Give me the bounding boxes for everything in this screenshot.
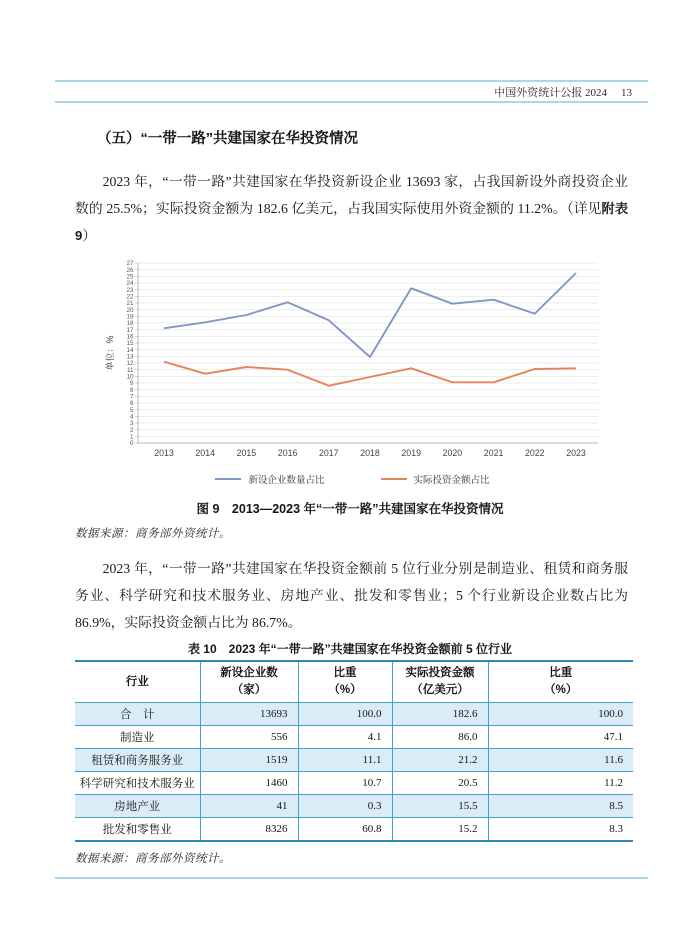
table-header-row <box>75 661 633 703</box>
y-tick-label: 16 <box>126 333 134 341</box>
x-tick-label: 2013 <box>154 448 174 458</box>
y-tick-label: 19 <box>126 313 134 321</box>
y-tick-label: 18 <box>126 320 134 328</box>
y-tick-label: 13 <box>126 353 134 361</box>
value-cell: 86.0 <box>392 726 488 749</box>
table-caption: 表 10 2023 年“一带一路”共建国家在华投资金额前 5 位行业 <box>187 642 513 656</box>
y-tick-label: 20 <box>126 306 134 314</box>
y-tick-label: 25 <box>126 273 134 281</box>
series-新设企业数量占比 <box>164 273 576 357</box>
y-tick-label: 23 <box>126 286 134 294</box>
x-tick-label: 2020 <box>442 448 463 458</box>
y-tick-label: 24 <box>126 280 134 288</box>
industry-table <box>75 660 633 842</box>
column-header: 新设企业数 （家） <box>200 661 298 703</box>
column-header: 实际投资金额 （亿美元） <box>392 661 488 703</box>
industry-cell: 制造业 <box>75 726 200 749</box>
y-tick-label: 21 <box>126 300 134 308</box>
series-实际投资金额占比 <box>164 362 576 386</box>
value-cell: 556 <box>200 726 298 749</box>
value-cell: 15.2 <box>392 818 488 842</box>
table-row <box>75 726 633 749</box>
figure-9-chart <box>104 259 601 486</box>
x-tick-label: 2019 <box>401 448 421 458</box>
y-tick-label: 5 <box>129 406 134 414</box>
y-tick-label: 8 <box>129 386 134 394</box>
industry-cell: 租赁和商务服务业 <box>75 749 200 772</box>
page-header <box>55 80 648 103</box>
legend-label: 实际投资金额占比 <box>413 475 490 486</box>
value-cell: 182.6 <box>392 703 488 726</box>
y-tick-label: 22 <box>126 293 134 301</box>
legend-item <box>381 472 490 486</box>
y-axis-title: 单位：% <box>105 335 115 371</box>
x-tick-label: 2015 <box>236 448 257 458</box>
x-tick-label: 2014 <box>195 448 215 458</box>
x-tick-label: 2022 <box>525 448 545 458</box>
industry-cell: 科学研究和技术服务业 <box>75 772 200 795</box>
y-tick-label: 7 <box>129 393 134 401</box>
value-cell: 4.1 <box>298 726 392 749</box>
y-tick-label: 11 <box>126 366 134 374</box>
y-tick-label: 6 <box>129 400 134 408</box>
x-tick-label: 2021 <box>483 448 504 458</box>
value-cell: 100.0 <box>298 703 392 726</box>
value-cell: 47.1 <box>488 726 633 749</box>
figure-caption: 图 9 2013—2023 年“一带一路”共建国家在华投资情况 <box>196 502 504 516</box>
value-cell: 21.2 <box>392 749 488 772</box>
value-cell: 41 <box>200 795 298 818</box>
y-tick-label: 27 <box>126 260 134 268</box>
x-tick-label: 2016 <box>277 448 298 458</box>
industry-cell: 批发和零售业 <box>102 824 172 836</box>
y-tick-label: 1 <box>129 433 134 441</box>
value-cell: 60.8 <box>298 818 392 842</box>
paragraph-1-close: ） <box>82 228 97 243</box>
table-row <box>75 772 633 795</box>
y-tick-label: 9 <box>129 380 134 388</box>
column-header: 比重 （%） <box>488 661 633 703</box>
line-chart-svg <box>104 259 601 461</box>
data-source-note-1: 数据来源：商务部外资统计。 <box>75 528 231 540</box>
section-title: （五）“一带一路”共建国家在华投资情况 <box>97 131 358 147</box>
data-source-note-2: 数据来源：商务部外资统计。 <box>75 853 231 865</box>
y-tick-label: 2 <box>129 426 134 434</box>
legend-item <box>215 472 324 486</box>
header-title: 中国外资统计公报 2024 <box>494 87 607 99</box>
y-tick-label: 3 <box>129 420 134 428</box>
legend-line-swatch <box>215 478 241 480</box>
value-cell: 20.5 <box>392 772 488 795</box>
y-tick-label: 4 <box>129 413 134 421</box>
y-tick-label: 14 <box>126 346 134 354</box>
table-row <box>75 703 633 726</box>
y-tick-label: 15 <box>126 340 134 348</box>
legend-line-swatch <box>381 478 407 480</box>
paragraph-1 <box>75 168 628 249</box>
value-cell: 8.3 <box>488 818 633 842</box>
value-cell: 15.5 <box>392 795 488 818</box>
value-cell: 0.3 <box>298 795 392 818</box>
appendix-table-ref: 附表 9 <box>75 201 629 243</box>
value-cell: 13693 <box>200 703 298 726</box>
table-row <box>75 795 633 818</box>
legend-label: 新设企业数量占比 <box>248 475 325 486</box>
footer-rule <box>55 877 648 879</box>
y-tick-label: 12 <box>126 360 134 368</box>
industry-cell: 房地产业 <box>75 795 200 818</box>
table-row <box>75 818 633 842</box>
value-cell: 10.7 <box>298 772 392 795</box>
y-tick-label: 0 <box>129 440 134 448</box>
paragraph-1-text: 2023 年，“一带一路”共建国家在华投资新设企业 13693 家，占我国新设外商投资企业数的 25.5%；实际投资金额为 182.6 亿美元，占我国实际使用外资金额的 11.2%。（详见 <box>75 174 628 216</box>
page-number: 13 <box>621 87 632 99</box>
value-cell: 1460 <box>200 772 298 795</box>
value-cell: 100.0 <box>488 703 633 726</box>
chart-legend <box>104 472 601 486</box>
y-tick-label: 10 <box>126 373 134 381</box>
table-row <box>75 749 633 772</box>
value-cell: 1519 <box>200 749 298 772</box>
x-tick-label: 2023 <box>566 448 586 458</box>
column-header: 行业 <box>75 661 200 703</box>
x-tick-label: 2018 <box>360 448 380 458</box>
paragraph-2: 2023 年，“一带一路”共建国家在华投资金额前 5 位行业分别是制造业、租赁和商务服务业、科学研究和技术服务业、房地产业、批发和零售业；5 个行业新设企业数占比为 86.9%，实际投资金额占比为 86.7%。 <box>75 561 628 630</box>
x-tick-label: 2017 <box>319 448 339 458</box>
value-cell: 8.5 <box>488 795 633 818</box>
column-header: 比重 （%） <box>298 661 392 703</box>
value-cell: 8326 <box>200 818 298 842</box>
value-cell: 11.2 <box>488 772 633 795</box>
industry-cell: 合 计 <box>75 703 200 726</box>
value-cell: 11.1 <box>298 749 392 772</box>
y-tick-label: 26 <box>126 266 134 274</box>
y-tick-label: 17 <box>126 326 134 334</box>
value-cell: 11.6 <box>488 749 633 772</box>
